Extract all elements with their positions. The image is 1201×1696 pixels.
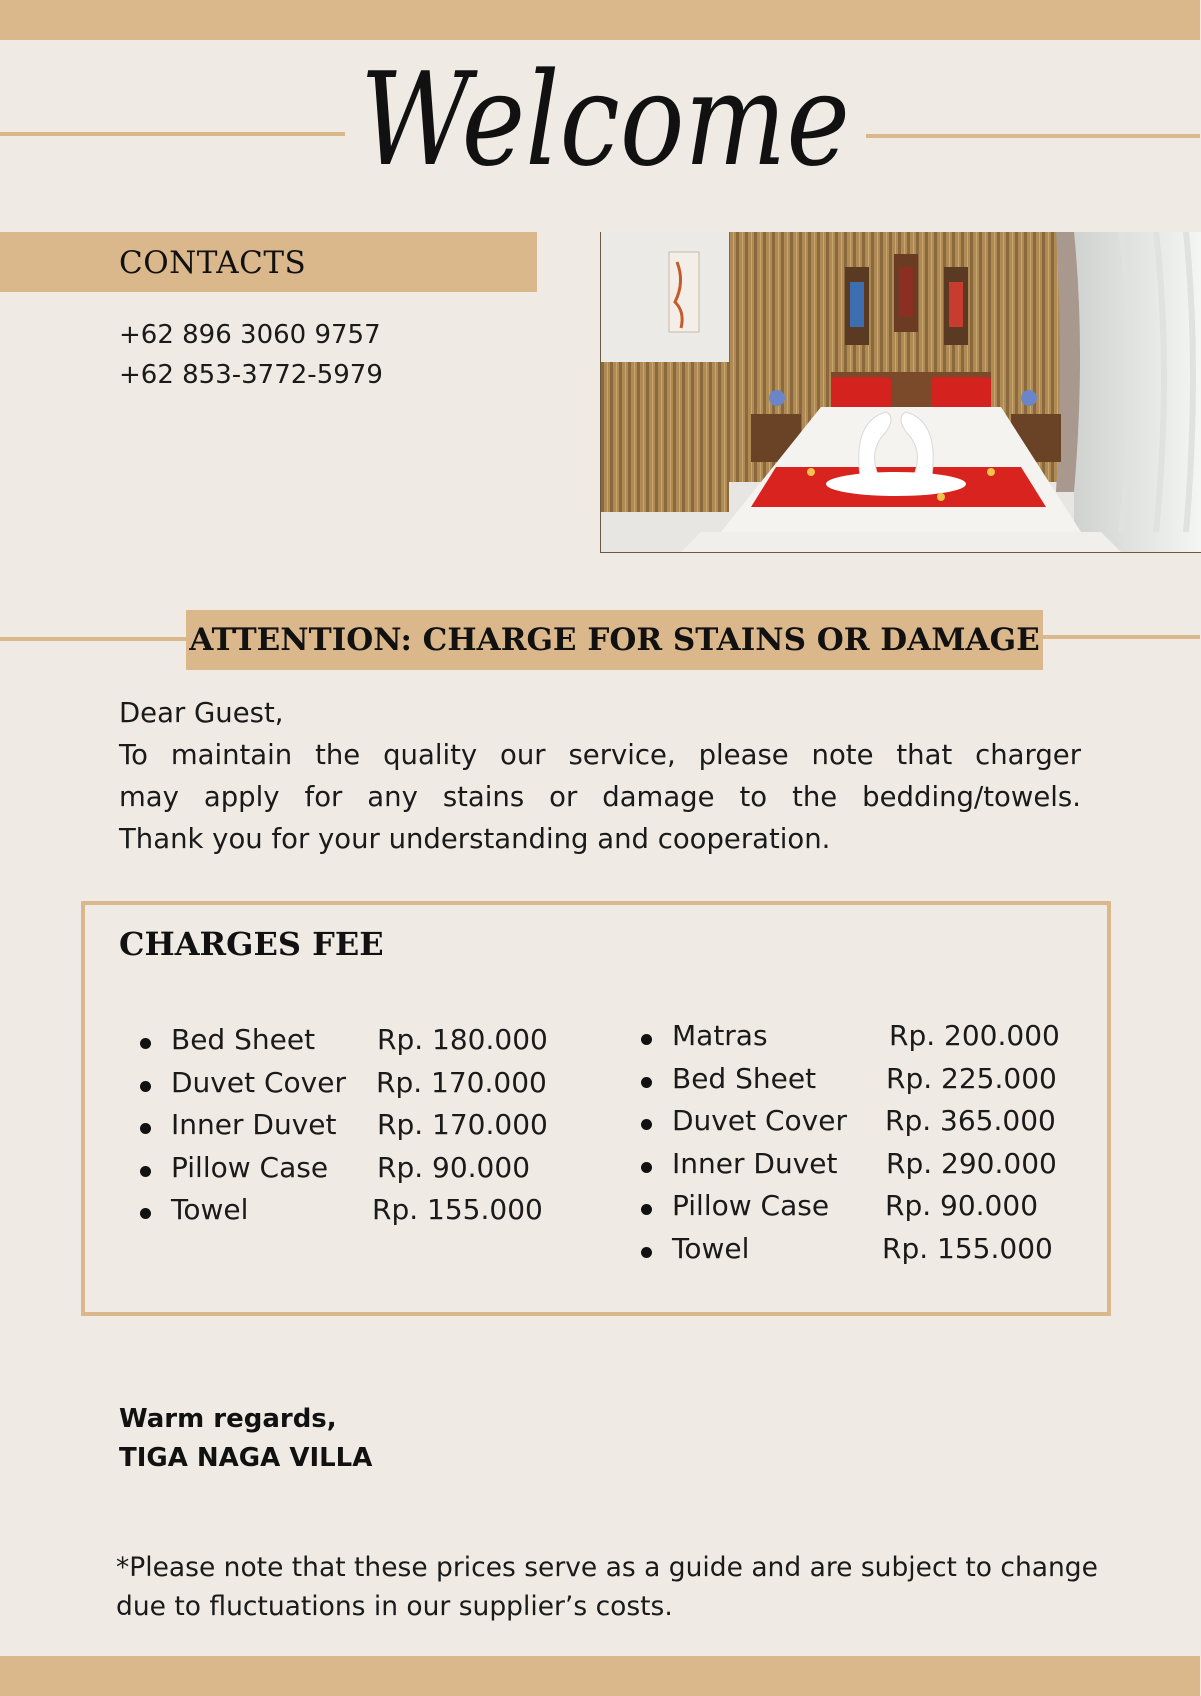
item-name: Bed Sheet bbox=[672, 1061, 817, 1095]
welcome-title bbox=[350, 36, 860, 196]
bedroom-illustration bbox=[601, 232, 1201, 552]
item-price: Rp. 170.000 bbox=[376, 1065, 547, 1099]
bedroom-photo bbox=[600, 232, 1201, 553]
footnote-line-1: *Please note that these prices serve as a guide and are subject to change bbox=[116, 1552, 1098, 1583]
item-name: Duvet Cover bbox=[171, 1065, 346, 1099]
item-name: Pillow Case bbox=[672, 1189, 830, 1222]
top-band bbox=[0, 0, 1200, 40]
item-name: Bed Sheet bbox=[171, 1023, 316, 1056]
attention-title: ATTENTION: CHARGE FOR STAINS OR DAMAGE bbox=[189, 622, 1040, 658]
message-greeting: Dear Guest, bbox=[119, 697, 284, 729]
closing-name: TIGA NAGA VILLA bbox=[119, 1443, 373, 1473]
charges-title: CHARGES FEE bbox=[119, 925, 384, 963]
phone-number-2: +62 853-3772-5979 bbox=[119, 360, 383, 390]
bullet-icon bbox=[641, 1247, 652, 1258]
welcome-rule-left bbox=[0, 132, 345, 136]
item-name: Towel bbox=[171, 1193, 249, 1226]
attention-rule-right bbox=[1043, 635, 1200, 639]
message-line-1: To maintain the quality our service, please note that charger bbox=[119, 739, 1081, 771]
welcome-text: Welcome bbox=[360, 46, 850, 195]
bullet-icon bbox=[140, 1166, 151, 1177]
phone-number-1: +62 896 3060 9757 bbox=[119, 320, 381, 350]
item-price: Rp. 155.000 bbox=[882, 1231, 1053, 1265]
message-line-2: may apply for any stains or damage to the bedding/towels. bbox=[119, 781, 1081, 813]
bullet-icon bbox=[641, 1119, 652, 1130]
welcome-rule-right bbox=[866, 134, 1200, 138]
item-price: Rp. 200.000 bbox=[889, 1019, 1060, 1052]
closing-regards: Warm regards, bbox=[119, 1404, 337, 1434]
contacts-title: CONTACTS bbox=[119, 245, 307, 281]
bullet-icon bbox=[140, 1038, 151, 1049]
bullet-icon bbox=[641, 1204, 652, 1215]
item-name: Matras bbox=[672, 1019, 768, 1052]
footnote-line-2: due to fluctuations in our supplier’s costs. bbox=[116, 1591, 673, 1622]
attention-rule-left bbox=[0, 637, 186, 641]
item-price: Rp. 155.000 bbox=[372, 1193, 543, 1226]
bullet-icon bbox=[641, 1162, 652, 1173]
bullet-icon bbox=[140, 1208, 151, 1219]
item-price: Rp. 365.000 bbox=[885, 1104, 1056, 1137]
guest-message bbox=[119, 692, 1081, 860]
item-name: Inner Duvet bbox=[171, 1108, 337, 1141]
message-line-3: Thank you for your understanding and cooperation. bbox=[119, 823, 831, 855]
item-name: Duvet Cover bbox=[672, 1104, 847, 1137]
item-price: Rp. 90.000 bbox=[885, 1189, 1039, 1222]
bottom-band bbox=[0, 1656, 1200, 1696]
bullet-icon bbox=[140, 1081, 151, 1092]
bullet-icon bbox=[641, 1034, 652, 1045]
item-price: Rp. 170.000 bbox=[377, 1108, 548, 1141]
item-price: Rp. 290.000 bbox=[886, 1146, 1057, 1180]
item-name: Pillow Case bbox=[171, 1150, 329, 1184]
item-name: Inner Duvet bbox=[672, 1146, 838, 1180]
bullet-icon bbox=[140, 1123, 151, 1134]
attention-banner bbox=[186, 610, 1043, 670]
item-price: Rp. 90.000 bbox=[377, 1150, 531, 1184]
bullet-icon bbox=[641, 1077, 652, 1088]
item-price: Rp. 225.000 bbox=[886, 1061, 1057, 1095]
item-price: Rp. 180.000 bbox=[377, 1023, 548, 1056]
item-name: Towel bbox=[672, 1231, 750, 1265]
